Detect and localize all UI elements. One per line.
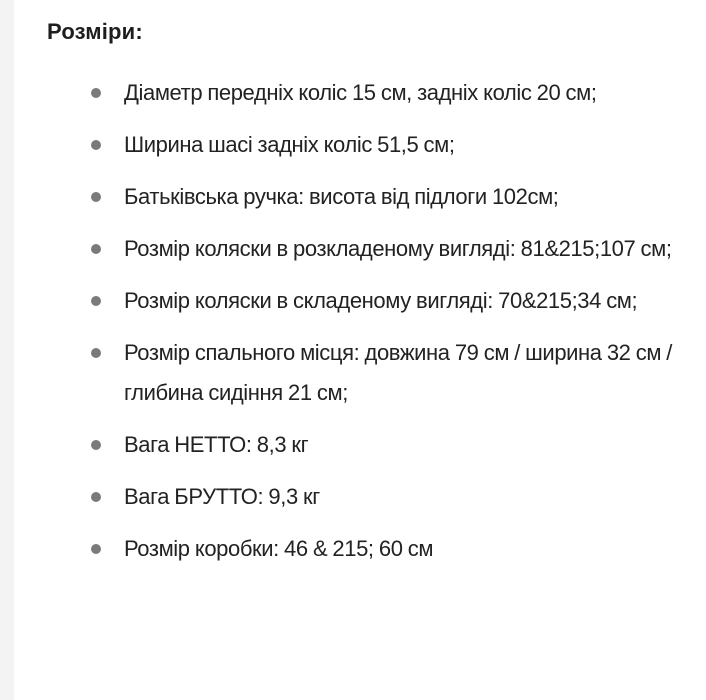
list-item: [14, 177, 706, 217]
list-item-text: Вага НЕТТО: 8,3 кг: [124, 432, 309, 457]
bullet-icon: [91, 296, 101, 306]
bullet-icon: [91, 140, 101, 150]
bullet-icon: [91, 88, 101, 98]
list-item: [14, 281, 706, 321]
list-item: [14, 333, 706, 413]
list-item-text: Розмір коляски в розкладеному вигляді: 81&215;107 см;: [124, 236, 672, 261]
list-item-text: Батьківська ручка: висота від підлоги 102см;: [124, 184, 559, 209]
dimensions-section: [14, 0, 706, 700]
bullet-icon: [91, 192, 101, 202]
bullet-icon: [91, 544, 101, 554]
left-gutter: [0, 0, 14, 700]
list-item-text: Вага БРУТТО: 9,3 кг: [124, 484, 320, 509]
list-item: [14, 477, 706, 517]
dimensions-list: [14, 73, 706, 581]
list-item: [14, 229, 706, 269]
section-heading: Розміри:: [47, 19, 143, 44]
bullet-icon: [91, 492, 101, 502]
bullet-icon: [91, 440, 101, 450]
list-item: [14, 425, 706, 465]
list-item: [14, 73, 706, 113]
list-item-text: Розмір коробки: 46 & 215; 60 см: [124, 536, 434, 561]
bullet-icon: [91, 348, 101, 358]
list-item: [14, 529, 706, 569]
list-item: [14, 125, 706, 165]
list-item-text: Розмір коляски в складеному вигляді: 70&215;34 см;: [124, 288, 638, 313]
list-item-text: Ширина шасі задніх коліс 51,5 см;: [124, 132, 455, 157]
list-item-text: Розмір спального місця: довжина 79 см / ширина 32 см / глибина сидіння 21 см;: [124, 340, 672, 405]
list-item-text: Діаметр передніх коліс 15 см, задніх коліс 20 см;: [124, 80, 597, 105]
bullet-icon: [91, 244, 101, 254]
